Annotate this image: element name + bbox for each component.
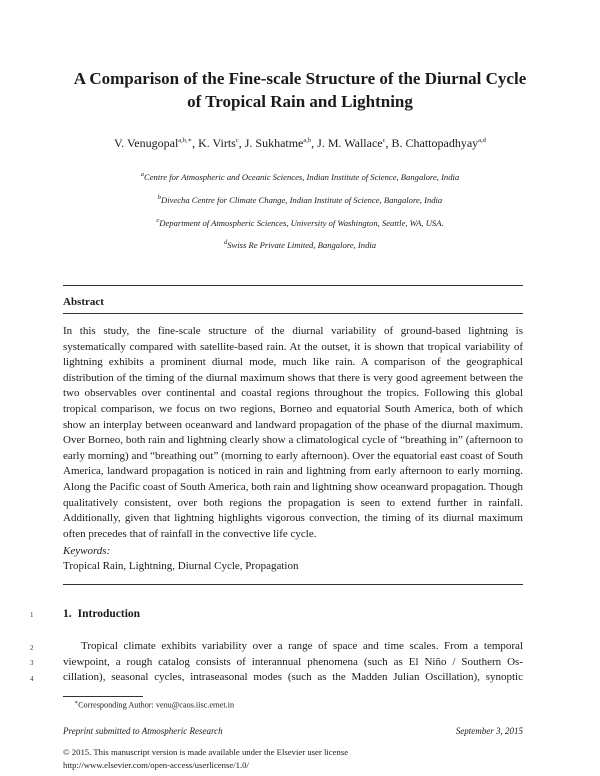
- footnote-mark: ∗: [74, 700, 79, 706]
- affiliation: [40, 240, 560, 250]
- intro-line: Tropical climate exhibits variability over a range of space and time scales. From a temporal: [81, 640, 523, 652]
- author-affiliation-mark: c: [235, 137, 239, 144]
- line-number: 2: [30, 644, 34, 652]
- paper-title-line-1: A Comparison of the Fine-scale Structure of the Diurnal Cycle: [73, 69, 527, 88]
- author-name: J. M. Wallace: [317, 136, 383, 150]
- line-number: 3: [30, 659, 34, 667]
- intro-line: viewpoint, a rough catalog consists of interannual phenomena (such as El Niño / Southern Os-: [63, 656, 523, 668]
- affiliation-mark: b: [157, 194, 161, 202]
- author-name: B. Chattopadhyay: [391, 136, 479, 150]
- affiliation-text: Divecha Centre for Climate Change, Indian Institute of Science, Bangalore, India: [161, 195, 443, 205]
- keywords-label: Keywords:: [63, 545, 111, 557]
- license-note: [63, 746, 348, 771]
- intro-line: cillation), seasonal cycles, intraseasonal modes (such as the Madden Julian Oscillation), synoptic: [63, 671, 523, 683]
- footnote-rule: [63, 696, 143, 697]
- paper-title-line-2: of Tropical Rain and Lightning: [187, 92, 413, 111]
- abstract-bottom-rule: [63, 584, 523, 585]
- preprint-date: September 3, 2015: [455, 726, 523, 736]
- affiliation-mark: d: [223, 239, 228, 247]
- footnote-text: Corresponding Author: venu@caos.iisc.ernet.in: [78, 700, 235, 710]
- license-url[interactable]: http://www.elsevier.com/open-access/userlicense/1.0/: [63, 759, 249, 770]
- affiliation-text: Centre for Atmospheric and Oceanic Sciences, Indian Institute of Science, Bangalore, India: [144, 172, 460, 182]
- keywords-text: Tropical Rain, Lightning, Diurnal Cycle, Propagation: [63, 560, 299, 572]
- section-heading: [63, 608, 140, 620]
- author-affiliation-mark: a,d: [478, 137, 486, 144]
- abstract-top-rule: [63, 285, 523, 286]
- preprint-note: Preprint submitted to Atmospheric Research: [63, 726, 223, 736]
- affiliation-text: Department of Atmospheric Sciences, University of Washington, Seattle, WA, USA.: [159, 218, 444, 228]
- author-affiliation-mark: a,b: [303, 137, 312, 144]
- abstract-text: In this study, the fine-scale structure of the diurnal variability of ground-based lightning is systematically compared with satellite-based rain. At the outset, it is shown that tropical variability of lightning exhibits a prominent diurnal mode, much like rain. A comparison of the geographical distribution of the timing of the diurnal maximum shows that there is very good agreement between the two observables over continental and coastal regions throughout the tropics. Following this global tropical comparison, we focus on two regions, Borneo and equatorial South America, both of which show an interplay between oceanward and landward propagation of the phase of the diurnal maximum. Over Borneo, both rain and lightning clearly show a climatological cycle of “breathing in” (afternoon to early morning) and “breathing out” (morning to early afternoon). Over the equatorial east coast of South America, landward propagation is noticed in rain and lightning from early afternoon to early morning. Along the Pacific coast of South America, both rain and lightning show oceanward propagation. Though qualitatively consistent, over both regions the propagation is seen to extend further in rainfall. Additionally, given that lightning highlights vigorous convection, the timing of its diurnal maximum often precedes that of rainfall in the convective life cycle.: [63, 325, 523, 540]
- author-name: K. Virts: [198, 136, 236, 150]
- line-number: 1: [30, 611, 34, 619]
- section-number: 1.: [63, 608, 72, 620]
- affiliation-text: Swiss Re Private Limited, Bangalore, India: [227, 240, 377, 250]
- author-list: V. Venugopal$^{a,b,∗}$, K. Virts$^c$, J. Sukhatme$^{a,b}$, J. M. Wallace$^c$, B. Chattopadhyay$^{a,d}$: [114, 136, 486, 150]
- license-line: © 2015. This manuscript version is made available under the Elsevier user license: [63, 747, 349, 757]
- affiliation-mark: c: [156, 217, 160, 225]
- line-number: 4: [30, 675, 34, 683]
- abstract-heading: Abstract: [63, 296, 104, 308]
- author-name: J. Sukhatme: [244, 136, 304, 150]
- section-title: Introduction: [77, 608, 141, 620]
- author-affiliation-mark: a,b,∗: [178, 137, 193, 144]
- abstract-heading-rule: [63, 313, 523, 314]
- affiliation: [40, 218, 560, 228]
- affiliation: [40, 172, 560, 182]
- author-affiliation-mark: c: [382, 137, 386, 144]
- author-name: V. Venugopal: [114, 136, 179, 150]
- affiliation-mark: a: [140, 171, 145, 179]
- footnote: [74, 699, 234, 710]
- affiliation: [40, 195, 560, 205]
